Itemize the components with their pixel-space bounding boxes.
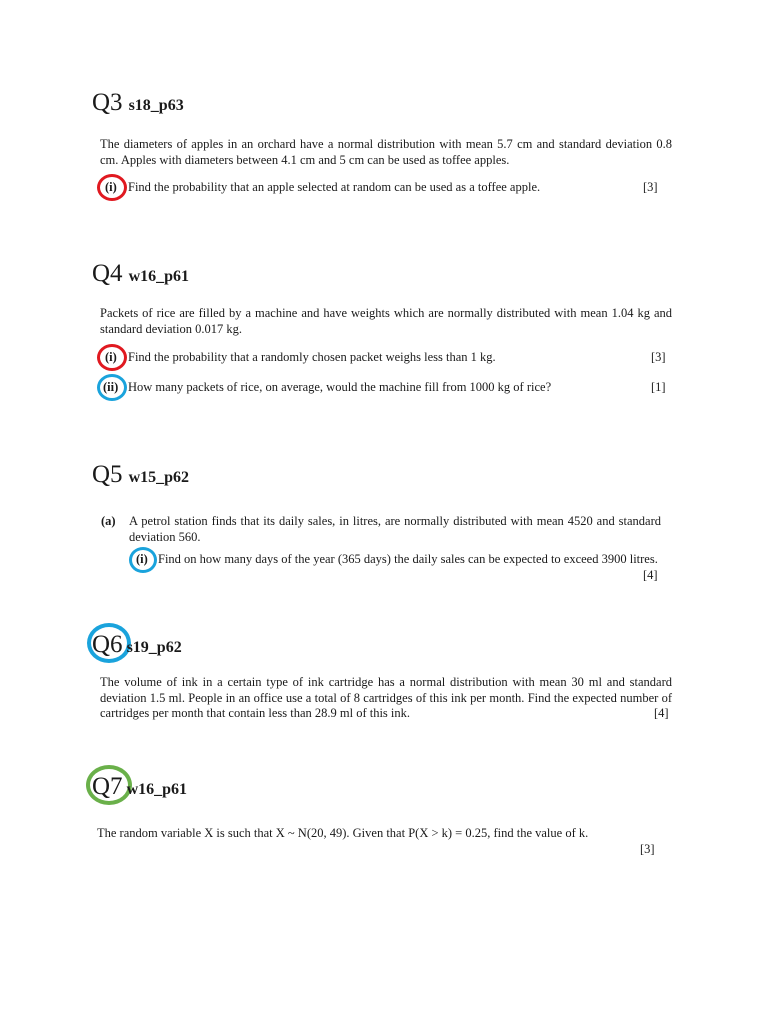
question-number: Q5 (92, 461, 123, 488)
part-a-label: (a) (101, 514, 116, 528)
part-label: (i) (105, 180, 117, 194)
marks: [3] (643, 180, 658, 194)
paper-code: w16_p61 (126, 781, 188, 798)
marks: [3] (640, 842, 655, 856)
question-number: Q6 (92, 631, 123, 658)
question-7-heading (92, 774, 187, 799)
question-5-stem: A petrol station finds that its daily sales, in litres, are normally distributed with mean 4520 and standard deviation 560. (129, 514, 661, 544)
question-6-stem: The volume of ink in a certain type of ink cartridge has a normal distribution with mean 30 ml and standard deviation 1.5 ml. People in an office use a total of 8 cartridges of this ink per month. Find the expected number of cartridges per month that contain less than 28.9 ml of this ink. (100, 675, 672, 720)
marks: [4] (643, 568, 658, 582)
paper-code: w15_p62 (128, 469, 190, 486)
marks: [4] (654, 706, 669, 720)
paper-code: w16_p61 (128, 268, 190, 285)
question-number: Q7 (92, 773, 123, 800)
question-4-part-i: Find the probability that a randomly chosen packet weighs less than 1 kg. (128, 350, 496, 364)
question-7-stem: The random variable X is such that X ~ N(20, 49). Given that P(X > k) = 0.25, find the value of k. (97, 826, 589, 840)
question-number: Q4 (92, 260, 123, 287)
question-6-heading (92, 632, 182, 657)
marks: [1] (651, 380, 666, 394)
question-3-heading (92, 90, 184, 115)
question-4-heading (92, 261, 189, 286)
marks: [3] (651, 350, 666, 364)
paper-code: s19_p62 (126, 639, 182, 656)
question-3-part-i: Find the probability that an apple selected at random can be used as a toffee apple. (128, 180, 541, 194)
part-label: (i) (136, 552, 148, 566)
question-5-heading (92, 462, 189, 487)
paper-code: s18_p63 (128, 97, 184, 114)
question-4-part-ii: How many packets of rice, on average, would the machine fill from 1000 kg of rice? (128, 380, 552, 394)
question-number: Q3 (92, 89, 123, 116)
question-4-stem: Packets of rice are filled by a machine and have weights which are normally distributed with mean 1.04 kg and standard deviation 0.017 kg. (100, 306, 672, 336)
question-5-part-i: Find on how many days of the year (365 days) the daily sales can be expected to exceed 3900 litres. (158, 552, 658, 566)
part-label: (i) (105, 350, 117, 364)
part-label: (ii) (103, 380, 119, 394)
question-3-stem: The diameters of apples in an orchard have a normal distribution with mean 5.7 cm and standard deviation 0.8 cm. Apples with diameters between 4.1 cm and 5 cm can be used as toffee apples. (100, 137, 672, 167)
